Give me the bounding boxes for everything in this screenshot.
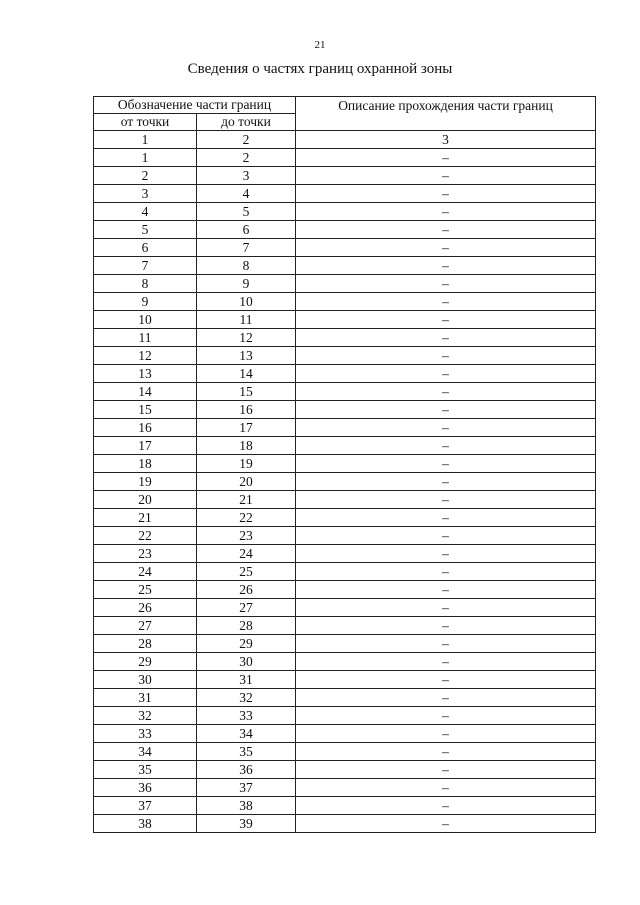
- to-point-cell: 19: [197, 455, 296, 473]
- description-cell: –: [296, 815, 596, 833]
- description-cell: –: [296, 707, 596, 725]
- to-point-cell: 9: [197, 275, 296, 293]
- to-point-cell: 22: [197, 509, 296, 527]
- from-point-cell: 19: [94, 473, 197, 491]
- from-point-cell: 15: [94, 401, 197, 419]
- from-point-cell: 33: [94, 725, 197, 743]
- description-cell: –: [296, 221, 596, 239]
- description-cell: –: [296, 617, 596, 635]
- table-row: [94, 365, 596, 383]
- description-cell: –: [296, 437, 596, 455]
- header-from-point: от точки: [94, 114, 197, 131]
- from-point-cell: 16: [94, 419, 197, 437]
- from-point-cell: 20: [94, 491, 197, 509]
- to-point-cell: 31: [197, 671, 296, 689]
- description-cell: –: [296, 599, 596, 617]
- from-point-cell: 11: [94, 329, 197, 347]
- column-number-cell: 2: [197, 131, 296, 149]
- to-point-cell: 2: [197, 149, 296, 167]
- table-row: [94, 707, 596, 725]
- to-point-cell: 32: [197, 689, 296, 707]
- to-point-cell: 17: [197, 419, 296, 437]
- from-point-cell: 23: [94, 545, 197, 563]
- from-point-cell: 29: [94, 653, 197, 671]
- column-number-cell: 3: [296, 131, 596, 149]
- to-point-cell: 36: [197, 761, 296, 779]
- from-point-cell: 37: [94, 797, 197, 815]
- from-point-cell: 32: [94, 707, 197, 725]
- description-cell: –: [296, 185, 596, 203]
- table-row: [94, 761, 596, 779]
- description-cell: –: [296, 239, 596, 257]
- to-point-cell: 4: [197, 185, 296, 203]
- table-row: [94, 689, 596, 707]
- to-point-cell: 27: [197, 599, 296, 617]
- to-point-cell: 18: [197, 437, 296, 455]
- table-row: [94, 239, 596, 257]
- description-cell: –: [296, 725, 596, 743]
- description-cell: –: [296, 257, 596, 275]
- table-row: [94, 401, 596, 419]
- to-point-cell: 39: [197, 815, 296, 833]
- table-row: [94, 167, 596, 185]
- table-row: [94, 473, 596, 491]
- table-row: [94, 779, 596, 797]
- description-cell: –: [296, 455, 596, 473]
- to-point-cell: 30: [197, 653, 296, 671]
- description-cell: –: [296, 347, 596, 365]
- from-point-cell: 38: [94, 815, 197, 833]
- from-point-cell: 4: [94, 203, 197, 221]
- from-point-cell: 35: [94, 761, 197, 779]
- table-row: [94, 257, 596, 275]
- to-point-cell: 26: [197, 581, 296, 599]
- table-row: [94, 437, 596, 455]
- from-point-cell: 10: [94, 311, 197, 329]
- to-point-cell: 29: [197, 635, 296, 653]
- to-point-cell: 33: [197, 707, 296, 725]
- table-body: [94, 131, 596, 833]
- from-point-cell: 2: [94, 167, 197, 185]
- description-cell: –: [296, 563, 596, 581]
- to-point-cell: 24: [197, 545, 296, 563]
- table-row: [94, 275, 596, 293]
- table-row: [94, 383, 596, 401]
- description-cell: –: [296, 275, 596, 293]
- table-row: [94, 149, 596, 167]
- description-cell: –: [296, 149, 596, 167]
- table-row: [94, 419, 596, 437]
- description-cell: –: [296, 401, 596, 419]
- from-point-cell: 31: [94, 689, 197, 707]
- table-row: [94, 743, 596, 761]
- table-row: [94, 455, 596, 473]
- from-point-cell: 22: [94, 527, 197, 545]
- table-row: [94, 527, 596, 545]
- description-cell: –: [296, 509, 596, 527]
- table-row: [94, 635, 596, 653]
- document-title: Сведения о частях границ охранной зоны: [187, 61, 453, 77]
- table-row: [94, 545, 596, 563]
- table-row: [94, 509, 596, 527]
- table-row: [94, 653, 596, 671]
- from-point-cell: 7: [94, 257, 197, 275]
- column-number-cell: 1: [94, 131, 197, 149]
- to-point-cell: 5: [197, 203, 296, 221]
- from-point-cell: 24: [94, 563, 197, 581]
- description-cell: –: [296, 545, 596, 563]
- description-cell: –: [296, 761, 596, 779]
- from-point-cell: 26: [94, 599, 197, 617]
- table-row: [94, 563, 596, 581]
- description-cell: –: [296, 329, 596, 347]
- to-point-cell: 20: [197, 473, 296, 491]
- header-boundary-part-designation: Обозначение части границ: [94, 97, 296, 114]
- from-point-cell: 3: [94, 185, 197, 203]
- description-cell: –: [296, 419, 596, 437]
- description-cell: –: [296, 689, 596, 707]
- from-point-cell: 25: [94, 581, 197, 599]
- to-point-cell: 6: [197, 221, 296, 239]
- description-cell: –: [296, 365, 596, 383]
- from-point-cell: 6: [94, 239, 197, 257]
- from-point-cell: 8: [94, 275, 197, 293]
- to-point-cell: 38: [197, 797, 296, 815]
- from-point-cell: 30: [94, 671, 197, 689]
- boundary-parts-table: [93, 96, 596, 833]
- to-point-cell: 11: [197, 311, 296, 329]
- to-point-cell: 28: [197, 617, 296, 635]
- to-point-cell: 8: [197, 257, 296, 275]
- to-point-cell: 37: [197, 779, 296, 797]
- table-row: [94, 311, 596, 329]
- from-point-cell: 1: [94, 149, 197, 167]
- description-cell: –: [296, 167, 596, 185]
- table-row: [94, 185, 596, 203]
- to-point-cell: 16: [197, 401, 296, 419]
- description-cell: –: [296, 635, 596, 653]
- table-row: [94, 221, 596, 239]
- to-point-cell: 25: [197, 563, 296, 581]
- description-cell: –: [296, 797, 596, 815]
- to-point-cell: 21: [197, 491, 296, 509]
- table-row: [94, 815, 596, 833]
- table-row: [94, 671, 596, 689]
- from-point-cell: 34: [94, 743, 197, 761]
- table-row: [94, 293, 596, 311]
- from-point-cell: 12: [94, 347, 197, 365]
- from-point-cell: 18: [94, 455, 197, 473]
- description-cell: –: [296, 653, 596, 671]
- to-point-cell: 12: [197, 329, 296, 347]
- description-cell: –: [296, 311, 596, 329]
- to-point-cell: 14: [197, 365, 296, 383]
- description-cell: –: [296, 527, 596, 545]
- description-cell: –: [296, 203, 596, 221]
- table-row: [94, 725, 596, 743]
- table-row: [94, 203, 596, 221]
- from-point-cell: 27: [94, 617, 197, 635]
- to-point-cell: 13: [197, 347, 296, 365]
- from-point-cell: 9: [94, 293, 197, 311]
- description-cell: –: [296, 743, 596, 761]
- description-cell: –: [296, 671, 596, 689]
- description-cell: –: [296, 491, 596, 509]
- table-row: [94, 491, 596, 509]
- to-point-cell: 3: [197, 167, 296, 185]
- to-point-cell: 35: [197, 743, 296, 761]
- header-to-point: до точки: [197, 114, 296, 131]
- description-cell: –: [296, 473, 596, 491]
- header-boundary-description: Описание прохождения части границ: [296, 97, 596, 131]
- from-point-cell: 17: [94, 437, 197, 455]
- table-row: [94, 599, 596, 617]
- column-number-row: [94, 131, 596, 149]
- from-point-cell: 28: [94, 635, 197, 653]
- from-point-cell: 36: [94, 779, 197, 797]
- from-point-cell: 13: [94, 365, 197, 383]
- from-point-cell: 5: [94, 221, 197, 239]
- to-point-cell: 7: [197, 239, 296, 257]
- description-cell: –: [296, 383, 596, 401]
- from-point-cell: 21: [94, 509, 197, 527]
- to-point-cell: 34: [197, 725, 296, 743]
- table-row: [94, 347, 596, 365]
- to-point-cell: 23: [197, 527, 296, 545]
- description-cell: –: [296, 779, 596, 797]
- to-point-cell: 10: [197, 293, 296, 311]
- to-point-cell: 15: [197, 383, 296, 401]
- table-row: [94, 617, 596, 635]
- table-row: [94, 797, 596, 815]
- table-row: [94, 581, 596, 599]
- page-number: 21: [314, 39, 326, 51]
- description-cell: –: [296, 581, 596, 599]
- table-row: [94, 329, 596, 347]
- description-cell: –: [296, 293, 596, 311]
- from-point-cell: 14: [94, 383, 197, 401]
